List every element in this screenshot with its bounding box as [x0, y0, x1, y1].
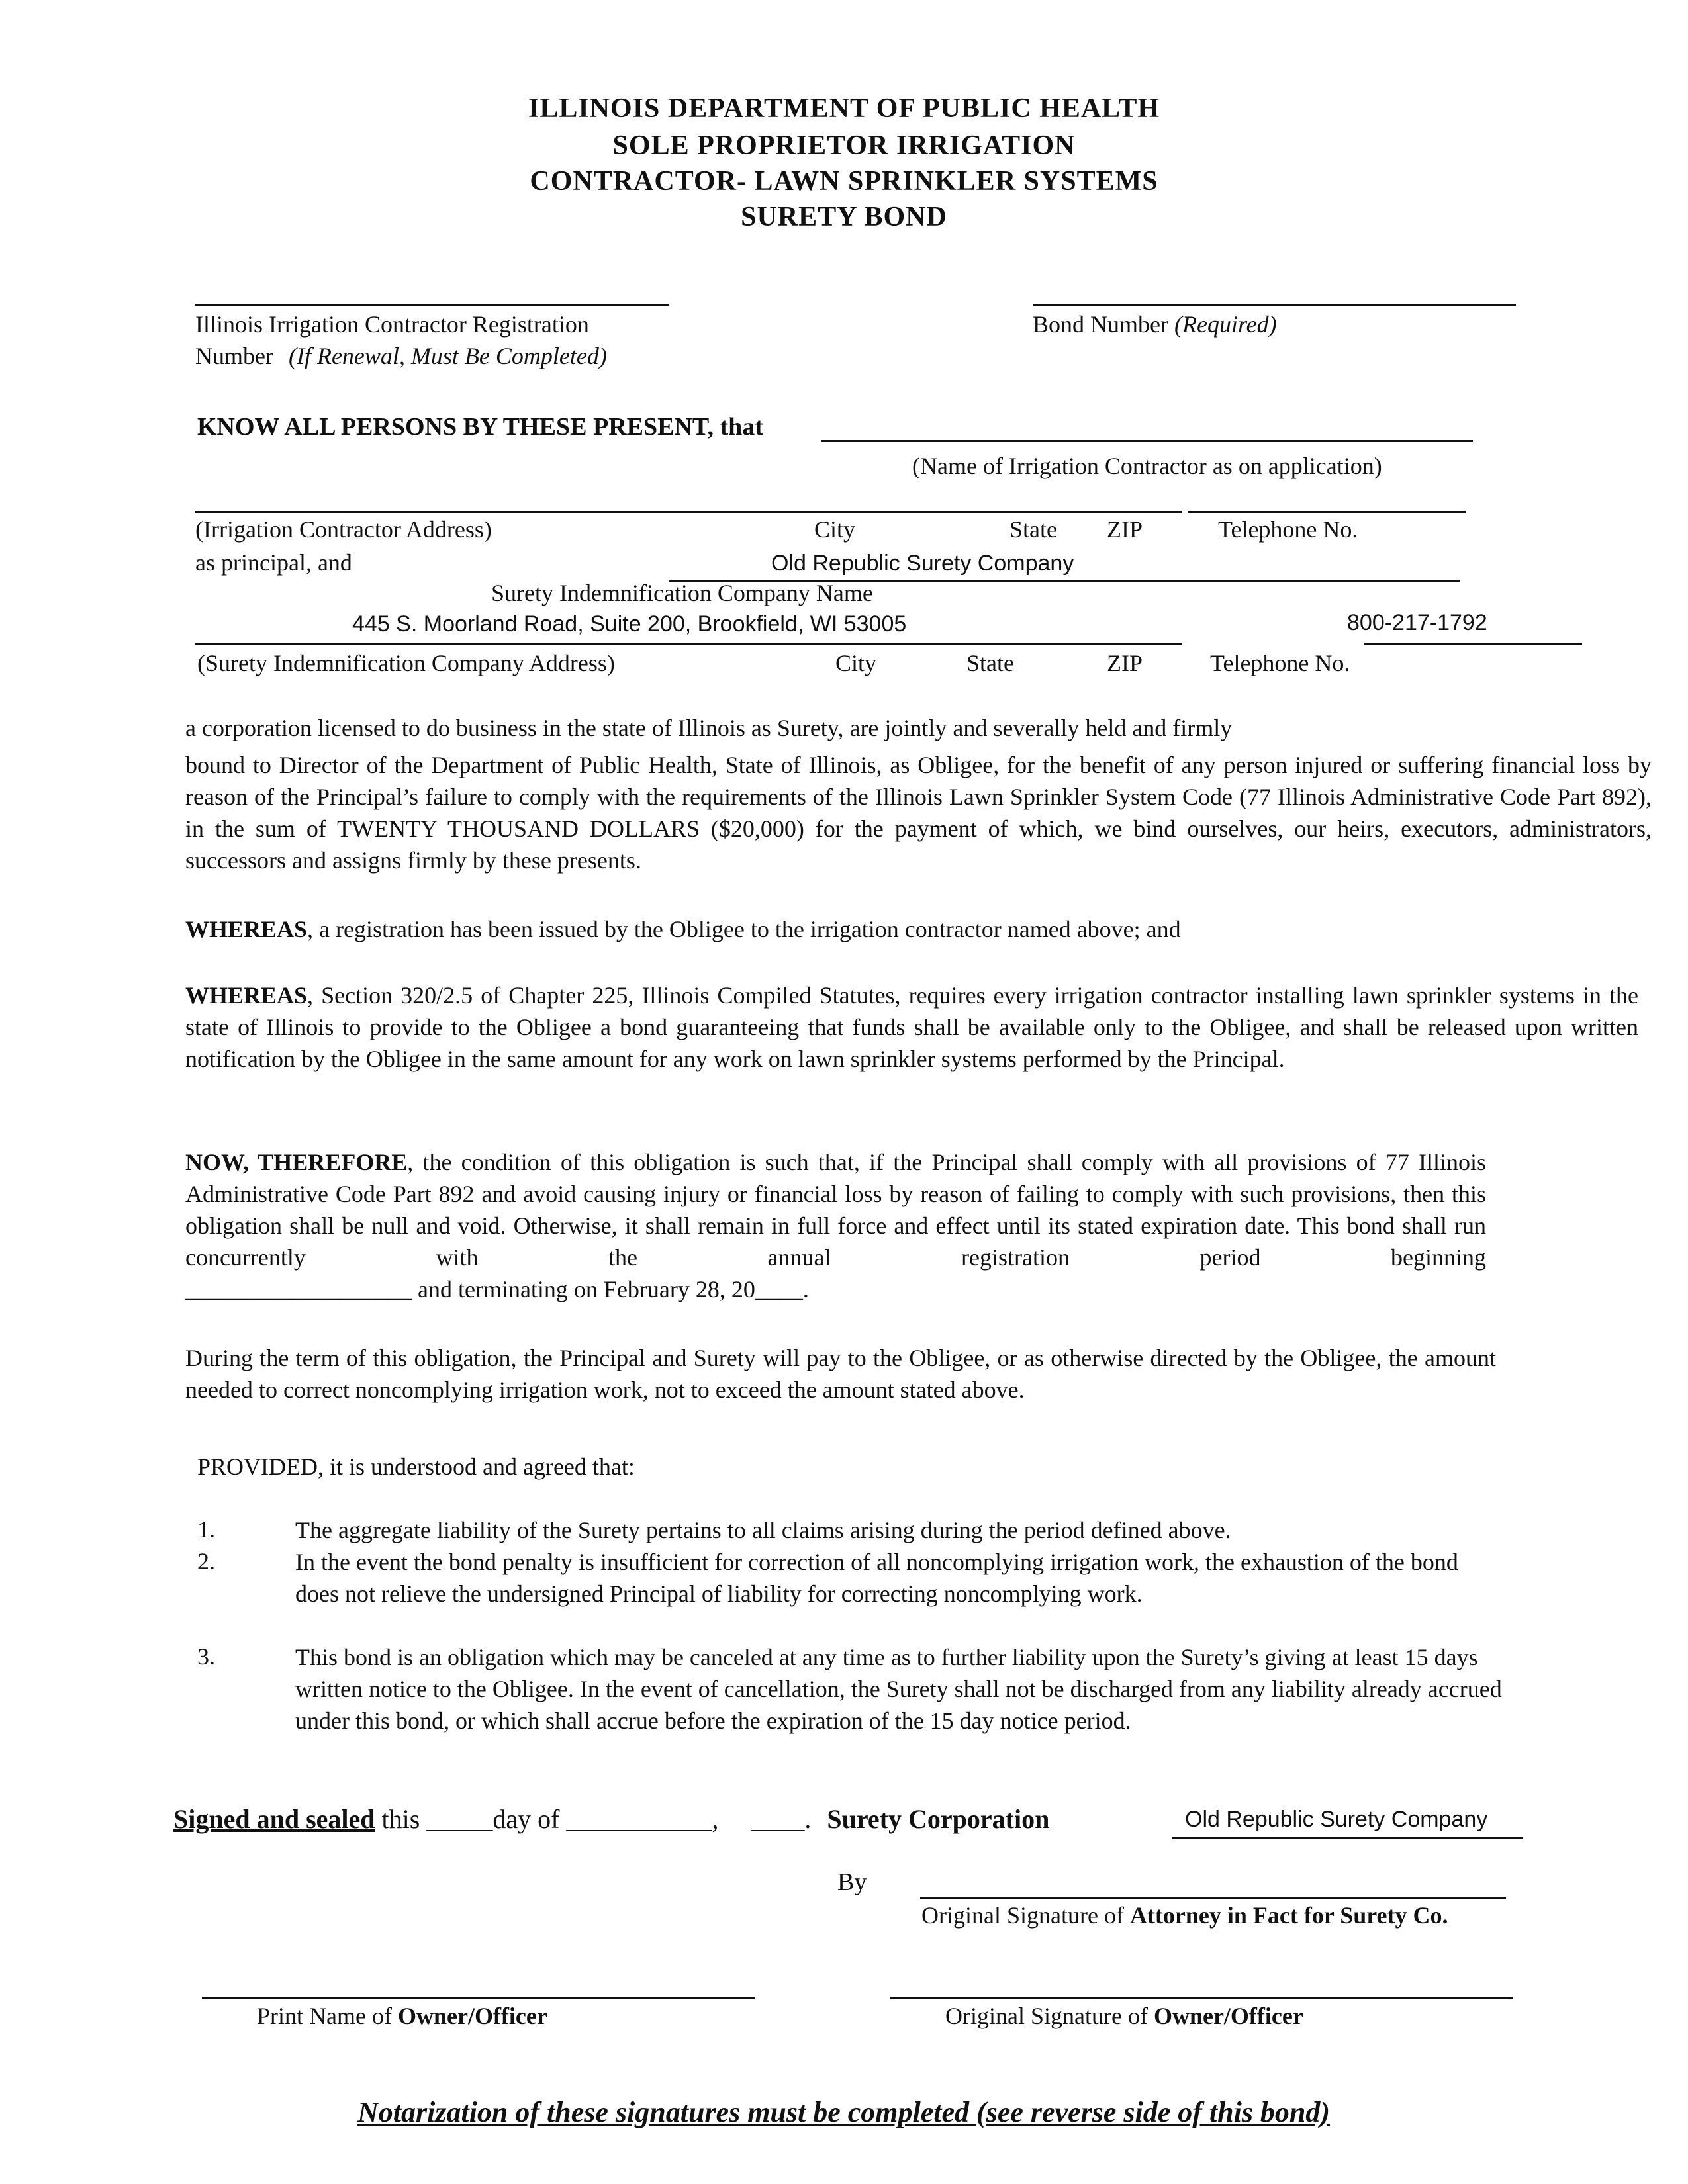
- month-blank[interactable]: ___________: [566, 1804, 712, 1834]
- bond-number-field[interactable]: [1033, 304, 1516, 306]
- whereas-2-text: , Section 320/2.5 of Chapter 225, Illinois Compiled Statutes, requires every irrigation contractor installing lawn sprinkler systems in the state of Illinois to provide to the Obligee a bond guaranteeing that funds shall be available only to the Obligee, and shall be released upon written notification by the Obligee in the same amount for any work on lawn sprinkler systems performed by the Principal.: [185, 982, 1638, 1072]
- condition-1-num: 1.: [197, 1516, 215, 1543]
- condition-3-text: This bond is an obligation which may be canceled at any time as to further liability upon the Surety’s giving at least 15 days written notice to the Obligee. In the event of cancellation, the Surety shall not be discharged from any liability already accrued under this bond, or which shall accrue before the expiration of the 15 day notice period.: [295, 1644, 1502, 1734]
- body-para1-line1: a corporation licensed to do business in the state of Illinois as Surety, are jointly and severally held and firmly: [185, 715, 1233, 741]
- print-prefix: Print Name of: [257, 2003, 392, 2029]
- day-blank[interactable]: _____: [426, 1804, 493, 1834]
- registration-label: Illinois Irrigation Contractor Registration: [195, 311, 589, 338]
- contractor-phone-label: Telephone No.: [1218, 516, 1358, 543]
- by-label: By: [837, 1868, 867, 1896]
- provided: PROVIDED, it is understood and agreed that:: [197, 1453, 635, 1480]
- signed-sealed-label: Signed and sealed: [173, 1804, 375, 1834]
- contractor-address-label: (Irrigation Contractor Address): [195, 516, 492, 543]
- condition-2-text: In the event the bond penalty is insufficient for correction of all noncomplying irrigation work, the exhaustion of the bond does not relieve the undersigned Principal of liability for correcting noncomplying work.: [295, 1549, 1458, 1607]
- contractor-phone-field[interactable]: [1188, 511, 1466, 513]
- header-line-3: CONTRACTOR- LAWN SPRINKLER SYSTEMS: [530, 166, 1158, 197]
- header-line-4: SURETY BOND: [741, 202, 947, 232]
- contractor-name-caption: (Name of Irrigation Contractor as on application): [912, 453, 1382, 479]
- surety-phone-line: [1364, 643, 1582, 645]
- now-therefore: [185, 1146, 1486, 1273]
- condition-1-text: The aggregate liability of the Surety pertains to all claims arising during the period defined above.: [295, 1517, 1231, 1543]
- attorney-signature-line[interactable]: [920, 1897, 1506, 1899]
- contractor-zip-label: ZIP: [1107, 516, 1143, 543]
- bond-number-label: Bond Number: [1033, 311, 1168, 338]
- registration-number-field[interactable]: [195, 304, 669, 306]
- bond-number-label-row: [1033, 310, 1277, 339]
- surety-address-label: (Surety Indemnification Company Address): [197, 650, 615, 676]
- header-line-1: ILLINOIS DEPARTMENT OF PUBLIC HEALTH: [528, 93, 1160, 124]
- signed-sealed-row: [173, 1803, 1049, 1835]
- comma: ,: [712, 1804, 719, 1834]
- as-principal: as principal, and: [195, 549, 352, 576]
- period: .: [804, 1804, 812, 1834]
- whereas-2: [185, 979, 1638, 1075]
- attorney-prefix: Original Signature of: [921, 1902, 1124, 1929]
- whereas-1-lead: WHEREAS: [185, 916, 308, 942]
- owner-sig-prefix: Original Signature of: [945, 2003, 1148, 2029]
- contractor-address-field[interactable]: [195, 511, 1182, 513]
- body-para1: bound to Director of the Department of Public Health, State of Illinois, as Obligee, for the benefit of any person injured or suffering financial loss by reason of the Principal’s failure to comply with the requirements of the Illinois Lawn Sprinkler System Code (77 Illinois Administrative Code Part 892), in the sum of TWENTY THOUSAND DOLLARS ($20,000) for the payment of which, we bind ourselves, our heirs, executors, administrators, successors and assigns firmly by these presents.: [185, 752, 1652, 874]
- registration-note: (If Renewal, Must Be Completed): [288, 343, 607, 369]
- year-blank[interactable]: ____: [751, 1804, 805, 1834]
- registration-label-line2: [195, 341, 607, 371]
- owner-signature-label: [945, 2001, 1303, 2030]
- whereas-1: [185, 915, 1181, 944]
- attorney-bold: Attorney in Fact for Surety Co.: [1129, 1902, 1448, 1929]
- surety-address-line: [195, 643, 1182, 645]
- surety-company-label: Surety Indemnification Company Name: [491, 580, 873, 606]
- bond-number-note: (Required): [1174, 311, 1277, 338]
- surety-state-label: State: [966, 650, 1014, 676]
- notarization-notice: Notarization of these signatures must be completed (see reverse side of this bond): [357, 2096, 1331, 2128]
- contractor-state-label: State: [1009, 516, 1057, 543]
- know-all-persons: KNOW ALL PERSONS BY THESE PRESENT, that: [197, 413, 763, 441]
- surety-corporation-value[interactable]: Old Republic Surety Company: [1185, 1807, 1488, 1832]
- surety-phone-label: Telephone No.: [1210, 650, 1350, 676]
- condition-3-num: 3.: [197, 1643, 215, 1670]
- whereas-1-text: , a registration has been issued by the Obligee to the irrigation contractor named above; and: [307, 916, 1181, 942]
- surety-corporation-line: [1172, 1837, 1523, 1839]
- contractor-name-field[interactable]: [821, 440, 1473, 442]
- now-therefore-last: ___________________ and terminating on February 28, 20____.: [185, 1276, 809, 1302]
- day-of-label: day of: [492, 1804, 560, 1834]
- attorney-signature-label: [921, 1901, 1448, 1930]
- surety-zip-label: ZIP: [1107, 650, 1143, 676]
- print-name-label: [257, 2001, 547, 2030]
- surety-company-value[interactable]: Old Republic Surety Company: [771, 551, 1074, 576]
- now-therefore-text: , the condition of this obligation is such that, if the Principal shall comply with all provisions of 77 Illinois Administrative Code Part 892 and avoid causing injury or financial loss by reason of failing to comply with such provisions, then this obligation shall be null and void. Otherwise, it shall remain in full force and effect until its stated expiration date. This bond shall run concurrently with the annual registration period beginning: [185, 1149, 1486, 1271]
- whereas-2-lead: WHEREAS: [185, 982, 308, 1009]
- now-therefore-lead: NOW, THEREFORE: [185, 1149, 408, 1175]
- print-bold: Owner/Officer: [397, 2003, 547, 2029]
- contractor-city-label: City: [814, 516, 856, 543]
- print-name-line[interactable]: [202, 1997, 755, 1999]
- owner-sig-bold: Owner/Officer: [1153, 2003, 1303, 2029]
- owner-signature-line[interactable]: [890, 1997, 1513, 1999]
- surety-city-label: City: [835, 650, 877, 676]
- surety-phone-value[interactable]: 800-217-1792: [1347, 610, 1487, 635]
- this-label: this: [381, 1804, 420, 1834]
- during-term: During the term of this obligation, the Principal and Surety will pay to the Obligee, or as otherwise directed by the Obligee, the amount needed to correct noncomplying irrigation work, not to exceed the amount stated above.: [185, 1345, 1496, 1403]
- surety-address-value[interactable]: 445 S. Moorland Road, Suite 200, Brookfield, WI 53005: [352, 612, 907, 637]
- registration-number-word: Number: [195, 343, 273, 369]
- condition-2-num: 2.: [197, 1548, 215, 1574]
- header-line-2: SOLE PROPRIETOR IRRIGATION: [612, 130, 1076, 161]
- surety-corporation-label: Surety Corporation: [827, 1804, 1050, 1834]
